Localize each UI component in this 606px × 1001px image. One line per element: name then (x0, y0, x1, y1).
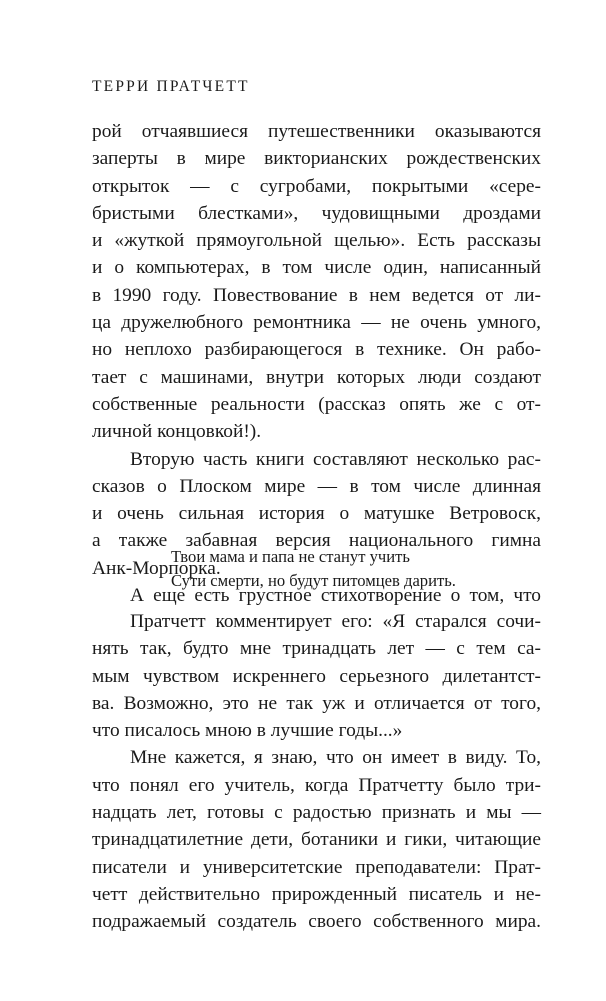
text-line: заперты в мире викторианских рождественских (92, 148, 541, 170)
text-line: что писалось мною в лучшие годы...» (92, 720, 403, 742)
text-line: ва. Возможно, это не так уж и отличается от того, (92, 692, 541, 714)
text-line: Анк-Морпорка. (92, 557, 221, 579)
body-text-block-2 (92, 608, 541, 936)
text-line: личной концовкой!). (92, 421, 262, 443)
text-line: тает с машинами, внутри которых люди создают (92, 366, 541, 388)
text-line: и очень сильная история о матушке Ветровоск, (92, 503, 541, 525)
text-line: в 1990 году. Повествование в нем ведется от ли- (92, 284, 541, 306)
text-line: тринадцатилетние дети, ботаники и гики, читающие (92, 829, 541, 851)
poem-line: Сути смерти, но будут питомцев дарить. (171, 571, 456, 590)
text-line: сказов о Плоском мире — в том числе длинная (92, 475, 541, 497)
text-line: А еще есть грустное стихотворение о том, что (130, 585, 541, 607)
text-line: бристыми блестками», чудовищными дроздами (92, 202, 541, 224)
text-line: что понял его учитель, когда Пратчетту было три- (92, 774, 541, 796)
poem-line: Твои мама и папа не станут учить (171, 547, 410, 566)
text-line: но неплохо разбирающегося в технике. Он рабо- (92, 339, 541, 361)
text-line: ца дружелюбного ремонтника — не очень умного, (92, 312, 541, 334)
text-line: писатели и университетские преподаватели: Прат- (92, 856, 541, 878)
text-line: мым чувством искреннего серьезного дилетантст- (92, 665, 541, 687)
text-line: надцать лет, готовы с радостью признать и мы — (92, 802, 541, 824)
text-line: четт действительно прирожденный писатель и не- (92, 883, 541, 905)
text-line: подражаемый создатель своего собственного мира. (92, 911, 541, 933)
text-line: собственные реальности (рассказ опять же с от- (92, 393, 541, 415)
text-line: нять так, будто мне тринадцать лет — с тем са- (92, 638, 541, 660)
text-line: и «жуткой прямоугольной щелью». Есть рассказы (92, 230, 541, 252)
text-line: Мне кажется, я знаю, что он имеет в виду. То, (130, 747, 541, 769)
poem-quote (171, 545, 456, 593)
text-line: Вторую часть книги составляют несколько рас- (130, 448, 541, 470)
text-line: открыток — с сугробами, покрытыми «сере- (92, 175, 541, 197)
body-text-block-1 (92, 118, 541, 609)
text-line: Пратчетт комментирует его: «Я старался сочи- (130, 611, 541, 632)
text-line: и о компьютерах, в том числе один, написанный (92, 257, 541, 279)
text-line: а также забавная версия национального гимна (92, 530, 541, 552)
running-head: ТЕРРИ ПРАТЧЕТТ (92, 78, 250, 95)
text-line: рой отчаявшиеся путешественники оказываются (92, 121, 541, 142)
